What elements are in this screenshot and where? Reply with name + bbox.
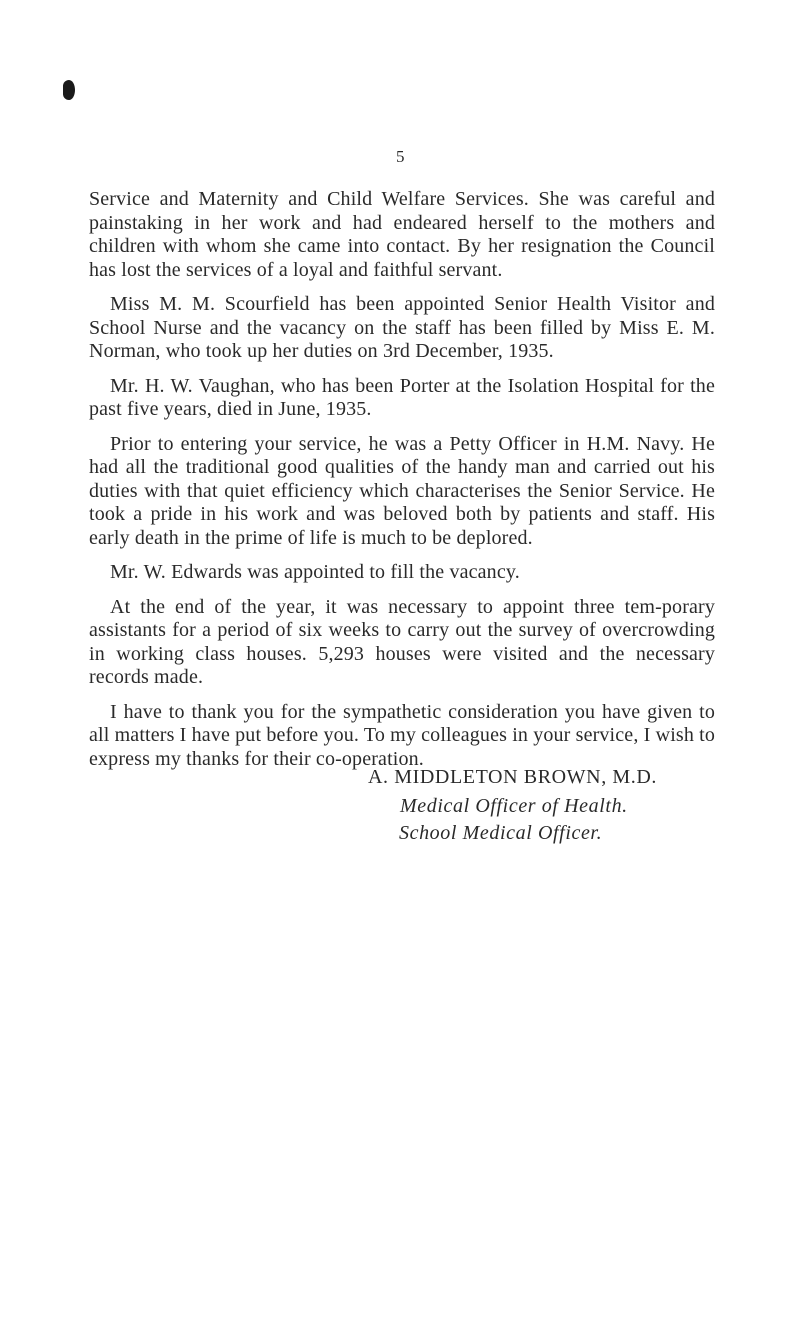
paragraph-vaughan-tribute: Prior to entering your service, he was a Petty Officer in H.M. Navy. He had all the traditional good qualities of the handy man and carried out his duties with that quiet efficiency which characterises the Senior Service. He took a pride in his work and was beloved both by patients and staff. His early death in the prime of life is much to be deplored. [89,432,715,549]
paragraph-overcrowding-survey: At the end of the year, it was necessary to appoint three tem-porary assistants for a period of six weeks to carry out the survey of overcrowding in working class houses. 5,293 houses were visited and the necessary records made. [89,595,715,688]
paragraph-vaughan-death: Mr. H. W. Vaughan, who has been Porter at the Isolation Hospital for the past five years, died in June, 1935. [89,374,715,420]
page-number: 5 [396,147,405,166]
paragraph-thanks: I have to thank you for the sympathetic consideration you have given to all matters I have put before you. To my colleagues in your service, I wish to express my thanks for their co-operation. [89,700,715,770]
punch-hole-mark [63,80,75,100]
paragraph-scourfield-appointment: Miss M. M. Scourfield has been appointed Senior Health Visitor and School Nurse and the vacancy on the staff has been filled by Miss E. M. Norman, who took up her duties on 3rd December, 1935. [89,293,715,362]
signatory-name: A. MIDDLETON BROWN, M.D. [368,766,658,788]
paragraph-edwards-appointment: Mr. W. Edwards was appointed to fill the vacancy. [110,561,520,583]
signatory-title-moh: Medical Officer of Health. [400,795,628,817]
paragraph-continued: Service and Maternity and Child Welfare Services. She was careful and painstaking in her work and had endeared herself to the mothers and children with whom she came into contact. By her resignation the Council has lost the services of a loyal and faithful servant. [89,188,715,281]
body-text [89,188,715,782]
signatory-title-smo: School Medical Officer. [399,822,603,844]
